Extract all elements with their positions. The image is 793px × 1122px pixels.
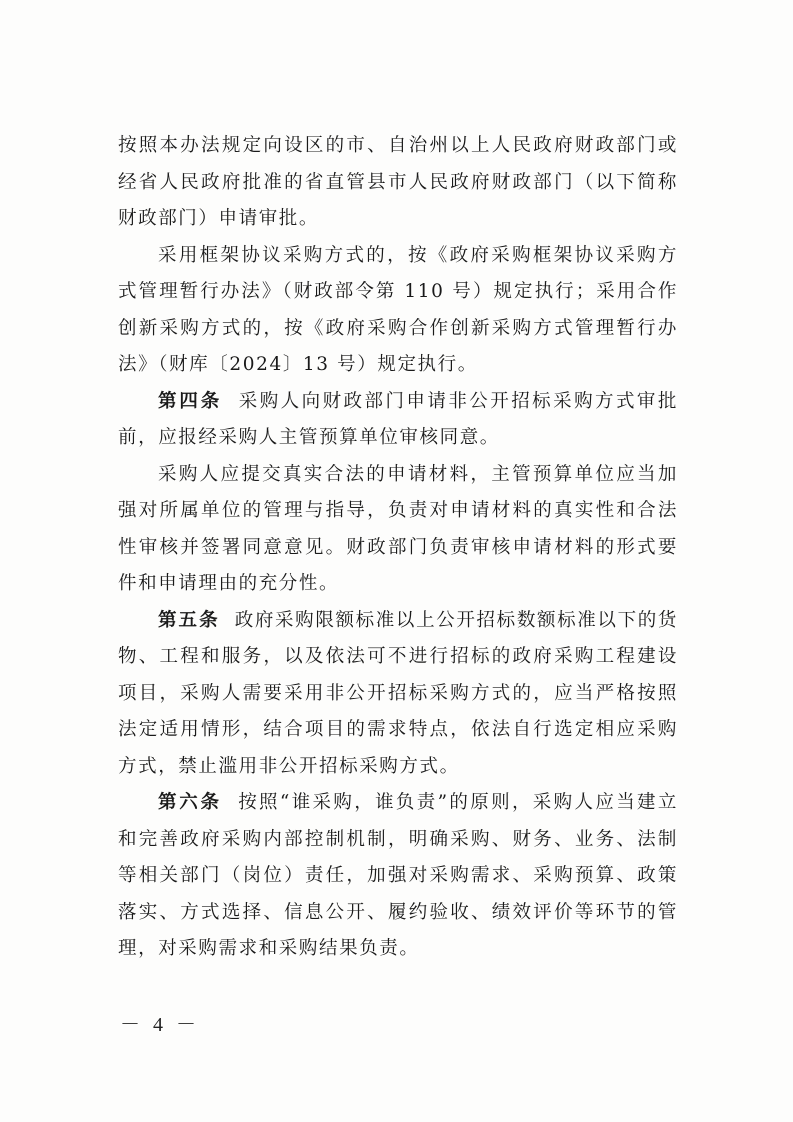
article-4: [118, 384, 678, 457]
paragraph-text: 采购人应提交真实合法的申请材料，主管预算单位应当加强对所属单位的管理与指导，负责对申请材料的真实性和合法性审核并签署同意意见。财政部门负责审核申请材料的形式要件和申请理由的充分性。: [118, 463, 678, 594]
body-text: [118, 128, 678, 968]
paragraph-application-materials: [118, 457, 678, 603]
paragraph-text: 按照“谁采购，谁负责”的原则，采购人应当建立和完善政府采购内部控制机制，明确采购、财务、业务、法制等相关部门（岗位）责任，加强对采购需求、采购预算、政策落实、方式选择、信息公开、履约验收、绩效评价等环节的管理，对采购需求和采购结果负责。: [118, 792, 678, 959]
paragraph-text: 采购人向财政部门申请非公开招标采购方式审批前，应报经采购人主管预算单位审核同意。: [118, 390, 678, 448]
paragraph-text: 采用框架协议采购方式的，按《政府采购框架协议采购方式管理暂行办法》（财政部令第 110 号）规定执行；采用合作创新采购方式的，按《政府采购合作创新采购方式管理暂行办法》（财库〔2024〕13 号）规定执行。: [118, 244, 678, 375]
paragraph-text: 按照本办法规定向设区的市、自治州以上人民政府财政部门或经省人民政府批准的省直管县市人民政府财政部门（以下简称财政部门）申请审批。: [118, 135, 678, 229]
page-number: － 4 －: [120, 1014, 200, 1036]
article-5: [118, 603, 678, 786]
article-6: [118, 785, 678, 968]
article-number: 第六条: [158, 792, 222, 813]
paragraph-framework-agreement: [118, 238, 678, 384]
paragraph-text: 政府采购限额标准以上公开招标数额标准以下的货物、工程和服务，以及依法可不进行招标的政府采购工程建设项目，采购人需要采用非公开招标采购方式的，应当严格按照法定适用情形，结合项目的需求特点，依法自行选定相应采购方式，禁止滥用非公开招标采购方式。: [118, 609, 678, 777]
article-number: 第四条: [158, 390, 223, 412]
paragraph-continuation: [118, 128, 678, 238]
article-number: 第五条: [158, 609, 220, 631]
